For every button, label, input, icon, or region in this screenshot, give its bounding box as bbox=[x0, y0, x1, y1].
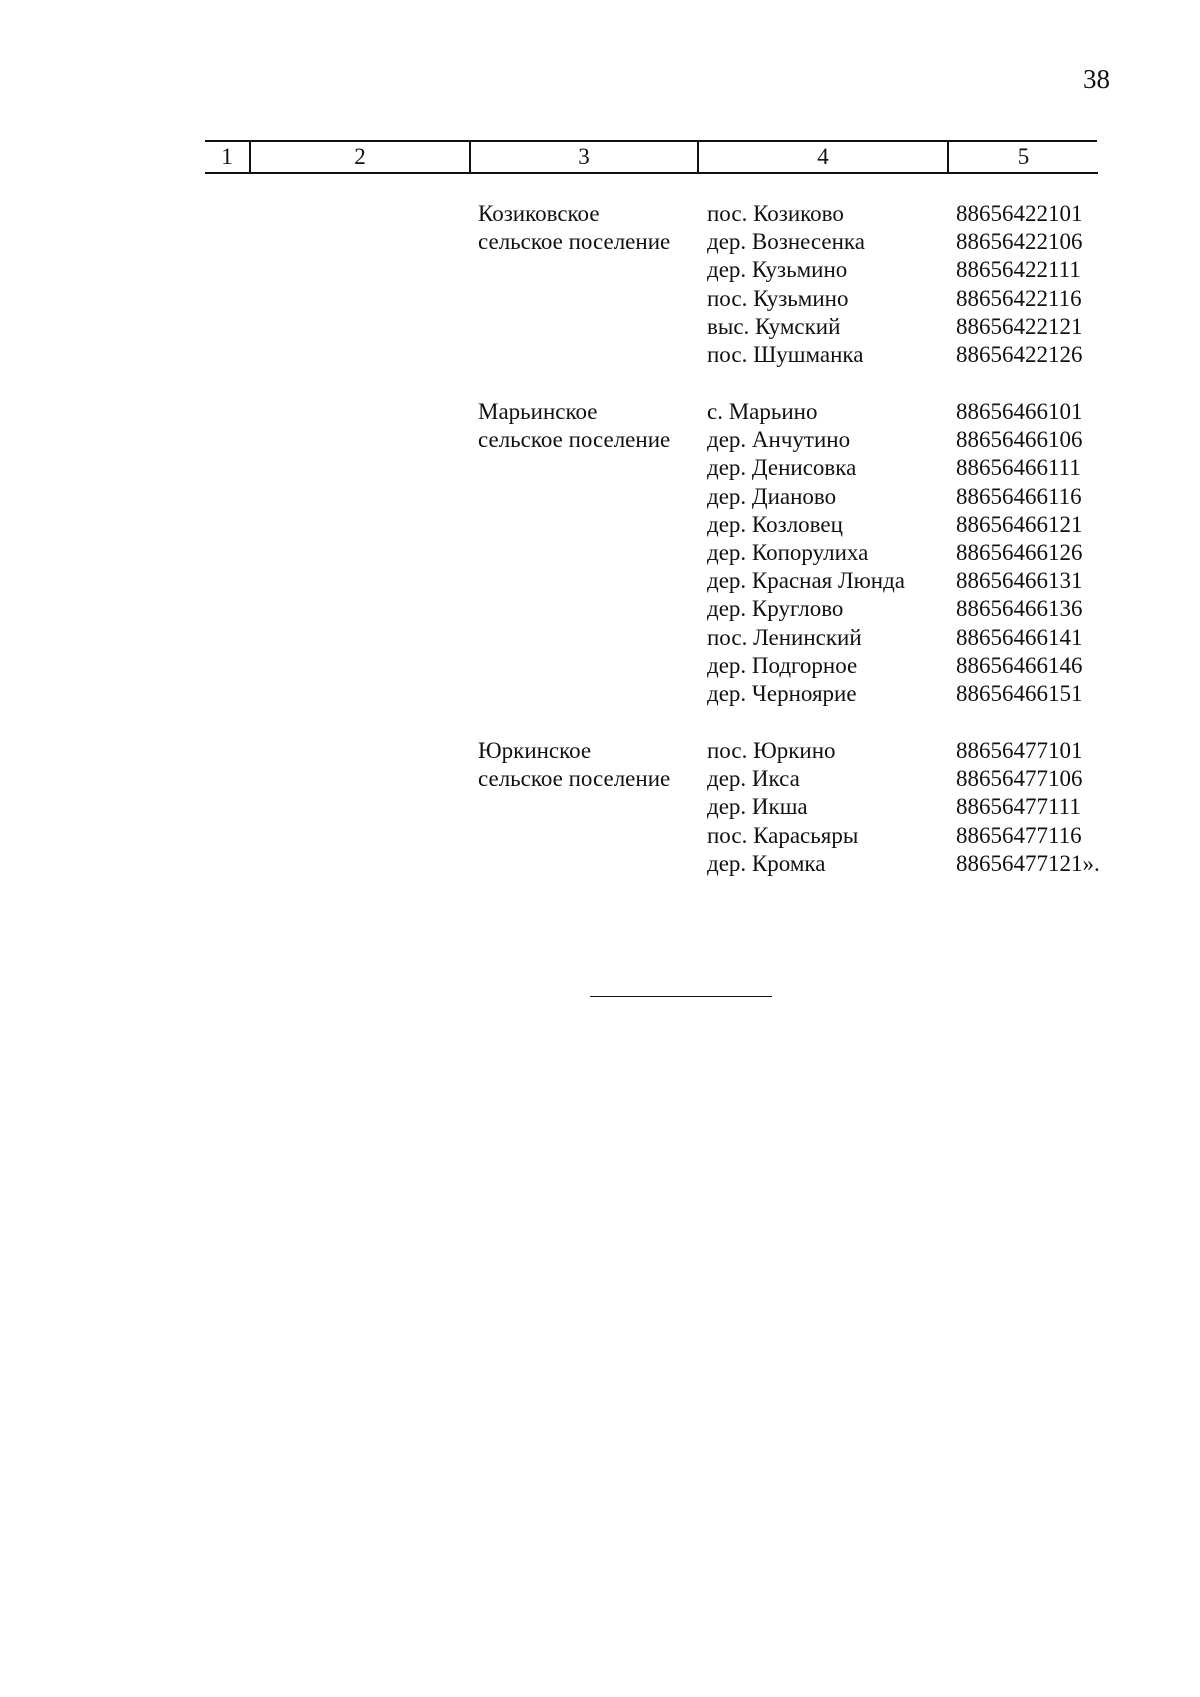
locality: пос. Кузьмино bbox=[707, 285, 849, 311]
locality: дер. Дианово bbox=[707, 483, 837, 509]
page-number: 38 bbox=[1083, 64, 1110, 94]
table-header bbox=[205, 140, 1098, 174]
oktmo-code: 88656466111 bbox=[956, 455, 1081, 481]
settlement-name: Юркинское сельское поселение bbox=[478, 738, 671, 792]
locality: пос. Козиково bbox=[707, 201, 844, 226]
locality: дер. Копорулиха bbox=[707, 540, 869, 566]
header-col-2: 2 bbox=[249, 140, 469, 172]
oktmo-code: 88656422126 bbox=[956, 342, 1083, 368]
locality: пос. Ленинский bbox=[707, 624, 862, 650]
oktmo-code: 88656466121 bbox=[956, 511, 1083, 537]
oktmo-code: 88656466146 bbox=[956, 652, 1083, 678]
oktmo-code: 88656466116 bbox=[956, 483, 1082, 509]
oktmo-code: 88656422116 bbox=[956, 285, 1082, 311]
header-col-5: 5 bbox=[947, 140, 1098, 172]
code-list bbox=[956, 200, 1186, 369]
locality: дер. Черноярие bbox=[707, 681, 857, 707]
header-col-1: 1 bbox=[221, 144, 233, 169]
locality: дер. Красная Люнда bbox=[707, 568, 906, 594]
locality: выс. Кумский bbox=[707, 313, 841, 339]
oktmo-code: 88656477121». bbox=[956, 850, 1100, 876]
locality: дер. Денисовка bbox=[707, 455, 857, 481]
oktmo-code: 88656477101 bbox=[956, 738, 1083, 763]
locality: дер. Икша bbox=[707, 794, 808, 820]
locality: дер. Кузьмино bbox=[707, 257, 848, 283]
oktmo-code: 88656466101 bbox=[956, 399, 1083, 424]
oktmo-code: 88656477106 bbox=[956, 766, 1083, 792]
locality-list bbox=[707, 398, 947, 708]
settlement-name: Марьинское сельское поселение bbox=[478, 399, 671, 453]
header-col-3: 3 bbox=[469, 140, 697, 172]
oktmo-code: 88656477116 bbox=[956, 822, 1082, 848]
locality: дер. Икса bbox=[707, 766, 800, 792]
locality: с. Марьино bbox=[707, 399, 818, 424]
locality: дер. Кромка bbox=[707, 850, 826, 876]
oktmo-code: 88656466106 bbox=[956, 427, 1083, 453]
oktmo-code: 88656466131 bbox=[956, 568, 1083, 594]
oktmo-code: 88656422106 bbox=[956, 229, 1083, 255]
oktmo-code: 88656466141 bbox=[956, 624, 1083, 650]
oktmo-code: 88656422111 bbox=[956, 257, 1081, 283]
code-list bbox=[956, 737, 1186, 878]
oktmo-code: 88656477111 bbox=[956, 794, 1081, 820]
header-col-4: 4 bbox=[697, 140, 947, 172]
oktmo-code: 88656422101 bbox=[956, 201, 1083, 226]
oktmo-code: 88656466151 bbox=[956, 681, 1083, 707]
locality: дер. Круглово bbox=[707, 596, 844, 622]
oktmo-code: 88656422121 bbox=[956, 313, 1083, 339]
locality: пос. Шушманка bbox=[707, 342, 864, 368]
locality: дер. Анчутино bbox=[707, 427, 851, 453]
locality: дер. Вознесенка bbox=[707, 229, 865, 255]
oktmo-code: 88656466126 bbox=[956, 540, 1083, 566]
closing-rule bbox=[590, 996, 772, 997]
locality: дер. Подгорное bbox=[707, 652, 858, 678]
code-list bbox=[956, 398, 1186, 708]
locality-list bbox=[707, 737, 947, 878]
locality-list bbox=[707, 200, 947, 369]
oktmo-code: 88656466136 bbox=[956, 596, 1083, 622]
locality: пос. Карасьяры bbox=[707, 822, 859, 848]
settlement-name: Козиковское сельское поселение bbox=[478, 201, 671, 255]
locality: дер. Козловец bbox=[707, 511, 843, 537]
locality: пос. Юркино bbox=[707, 738, 836, 763]
